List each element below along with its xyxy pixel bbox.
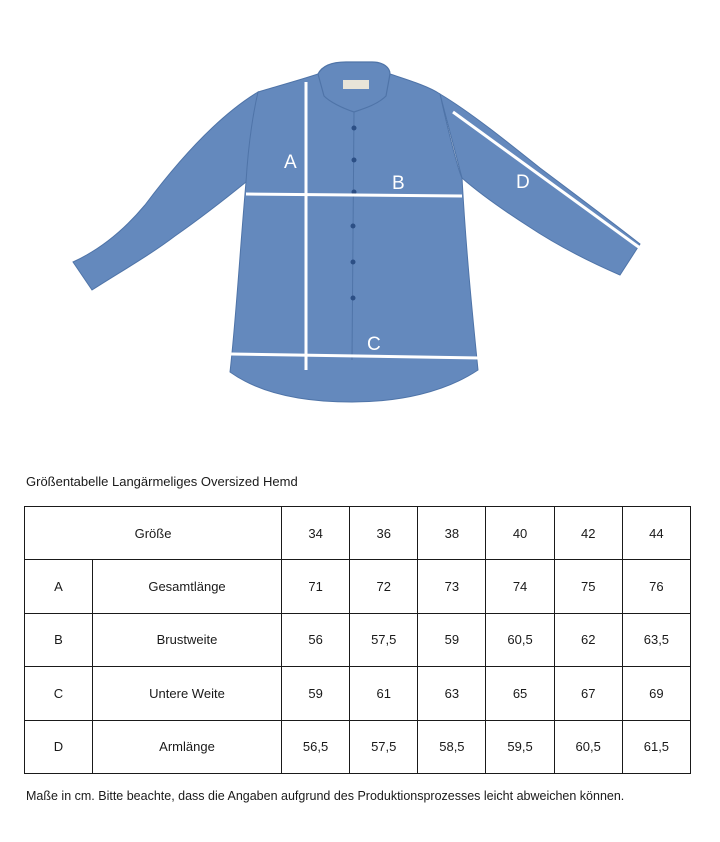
measure-value-cell: 75 — [554, 560, 622, 613]
measure-code-cell: A — [25, 560, 93, 613]
measure-name-cell: Armlänge — [93, 720, 282, 773]
shirt-right-sleeve — [440, 94, 640, 275]
measure-value-cell: 76 — [622, 560, 690, 613]
measure-code-cell: C — [25, 667, 93, 720]
size-chart-title: Größentabelle Langärmeliges Oversized Hemd — [26, 474, 298, 489]
measure-value-cell: 59,5 — [486, 720, 554, 773]
measure-value-cell: 56,5 — [282, 720, 350, 773]
measure-name-cell: Untere Weite — [93, 667, 282, 720]
table-header-row — [25, 507, 691, 560]
measure-line-b — [246, 194, 462, 196]
measure-value-cell: 67 — [554, 667, 622, 720]
measure-label-d: D — [516, 172, 530, 193]
measure-value-cell: 59 — [418, 613, 486, 666]
measure-value-cell: 63 — [418, 667, 486, 720]
table-row — [25, 667, 691, 720]
measure-code-cell: B — [25, 613, 93, 666]
measure-label-b: B — [392, 173, 405, 194]
measure-value-cell: 59 — [282, 667, 350, 720]
measure-value-cell: 62 — [554, 613, 622, 666]
measurement-note: Maße in cm. Bitte beachte, dass die Angaben aufgrund des Produktionsprozesses leicht abweichen können. — [26, 789, 625, 803]
measure-value-cell: 57,5 — [350, 613, 418, 666]
measure-label-a: A — [284, 152, 297, 173]
measure-name-cell: Gesamtlänge — [93, 560, 282, 613]
measure-value-cell: 58,5 — [418, 720, 486, 773]
table-row — [25, 613, 691, 666]
measure-value-cell: 74 — [486, 560, 554, 613]
measure-code-cell: D — [25, 720, 93, 773]
measure-value-cell: 60,5 — [486, 613, 554, 666]
shirt-left-sleeve — [73, 92, 258, 290]
size-header-cell: 34 — [282, 507, 350, 560]
measure-value-cell: 63,5 — [622, 613, 690, 666]
size-header-cell: 44 — [622, 507, 690, 560]
measure-value-cell: 72 — [350, 560, 418, 613]
measure-value-cell: 73 — [418, 560, 486, 613]
size-header-cell: 40 — [486, 507, 554, 560]
measure-value-cell: 60,5 — [554, 720, 622, 773]
measure-value-cell: 65 — [486, 667, 554, 720]
measure-value-cell: 61,5 — [622, 720, 690, 773]
size-table — [24, 506, 691, 774]
size-header-cell: 36 — [350, 507, 418, 560]
size-header-label: Größe — [25, 507, 282, 560]
table-row — [25, 560, 691, 613]
measure-value-cell: 71 — [282, 560, 350, 613]
measure-value-cell: 69 — [622, 667, 690, 720]
shirt-label-tag — [343, 80, 369, 89]
measure-value-cell: 57,5 — [350, 720, 418, 773]
size-header-cell: 38 — [418, 507, 486, 560]
size-header-cell: 42 — [554, 507, 622, 560]
measure-label-c: C — [367, 334, 381, 355]
table-row — [25, 720, 691, 773]
measure-value-cell: 61 — [350, 667, 418, 720]
measure-name-cell: Brustweite — [93, 613, 282, 666]
measure-value-cell: 56 — [282, 613, 350, 666]
